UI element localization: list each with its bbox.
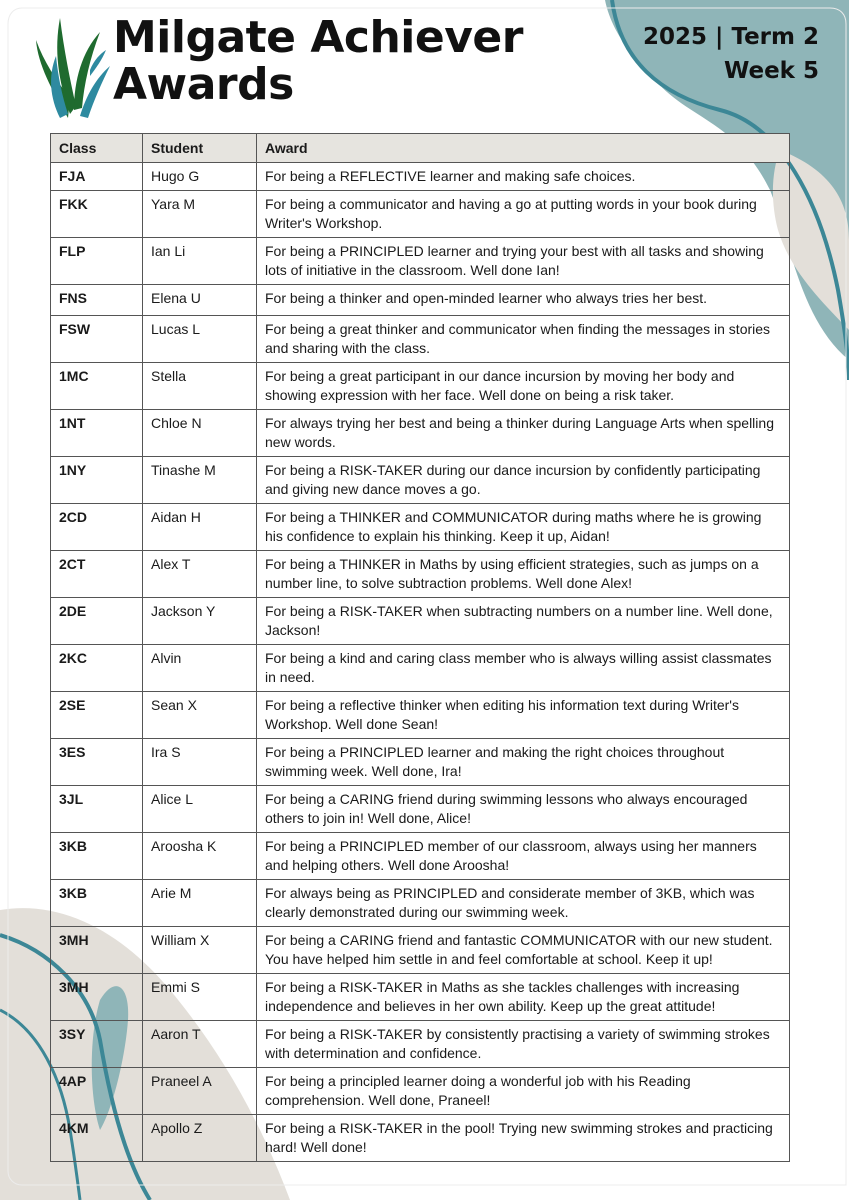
class-cell: 2DE — [51, 598, 143, 645]
award-cell: For being a thinker and open-minded learner who always tries her best. — [257, 285, 790, 316]
student-cell: Elena U — [143, 285, 257, 316]
class-cell: 1NT — [51, 410, 143, 457]
table-row — [51, 551, 790, 598]
table-row — [51, 163, 790, 191]
class-cell: 1MC — [51, 363, 143, 410]
class-cell: 3JL — [51, 786, 143, 833]
term-year: 2025 | Term 2 — [643, 24, 819, 50]
class-cell: FNS — [51, 285, 143, 316]
page-title — [113, 14, 523, 108]
table-row — [51, 1115, 790, 1162]
title-line-2: Awards — [113, 59, 294, 110]
student-cell: Tinashe M — [143, 457, 257, 504]
student-cell: Chloe N — [143, 410, 257, 457]
table-row — [51, 1021, 790, 1068]
table-row — [51, 598, 790, 645]
award-cell: For being a RISK-TAKER in Maths as she tackles challenges with increasing independence and believes in her own ability. Keep up the great attitude! — [257, 974, 790, 1021]
table-row — [51, 927, 790, 974]
award-cell: For being a CARING friend during swimming lessons who always encouraged others to join in! Well done, Alice! — [257, 786, 790, 833]
student-cell: Stella — [143, 363, 257, 410]
award-cell: For being a PRINCIPLED learner and making the right choices throughout swimming week. Well done, Ira! — [257, 739, 790, 786]
table-row — [51, 285, 790, 316]
table-row — [51, 786, 790, 833]
class-cell: 3SY — [51, 1021, 143, 1068]
class-cell: FSW — [51, 316, 143, 363]
table-row — [51, 457, 790, 504]
award-cell: For being a RISK-TAKER in the pool! Trying new swimming strokes and practicing hard! Well done! — [257, 1115, 790, 1162]
class-cell: 2CT — [51, 551, 143, 598]
class-cell: FKK — [51, 191, 143, 238]
award-cell: For being a kind and caring class member who is always willing assist classmates in need. — [257, 645, 790, 692]
student-cell: Yara M — [143, 191, 257, 238]
table-row — [51, 191, 790, 238]
student-cell: Alvin — [143, 645, 257, 692]
student-cell: Aidan H — [143, 504, 257, 551]
table-row — [51, 1068, 790, 1115]
column-header-award: Award — [257, 134, 790, 163]
title-line-1: Milgate Achiever — [113, 12, 523, 63]
class-cell: 2SE — [51, 692, 143, 739]
award-cell: For being a THINKER in Maths by using efficient strategies, such as jumps on a number line, to solve subtraction problems. Well done Alex! — [257, 551, 790, 598]
class-cell: 3MH — [51, 927, 143, 974]
award-cell: For being a PRINCIPLED learner and trying your best with all tasks and showing lots of initiative in the classroom. Well done Ian! — [257, 238, 790, 285]
student-cell: Ian Li — [143, 238, 257, 285]
class-cell: FJA — [51, 163, 143, 191]
award-cell: For being a communicator and having a go at putting words in your book during Writer's Workshop. — [257, 191, 790, 238]
student-cell: Ira S — [143, 739, 257, 786]
class-cell: 4AP — [51, 1068, 143, 1115]
awards-table — [50, 133, 790, 1162]
student-cell: William X — [143, 927, 257, 974]
table-header-row — [51, 134, 790, 163]
class-cell: 4KM — [51, 1115, 143, 1162]
award-cell: For being a reflective thinker when editing his information text during Writer's Workshop. Well done Sean! — [257, 692, 790, 739]
student-cell: Alice L — [143, 786, 257, 833]
award-cell: For being a RISK-TAKER during our dance incursion by confidently participating and giving new dance moves a go. — [257, 457, 790, 504]
student-cell: Emmi S — [143, 974, 257, 1021]
student-cell: Alex T — [143, 551, 257, 598]
table-row — [51, 363, 790, 410]
award-cell: For being a PRINCIPLED member of our classroom, always using her manners and helping others. Well done Aroosha! — [257, 833, 790, 880]
class-cell: FLP — [51, 238, 143, 285]
term-label — [643, 20, 819, 88]
table-row — [51, 645, 790, 692]
award-cell: For being a great thinker and communicator when finding the messages in stories and sharing with the class. — [257, 316, 790, 363]
award-cell: For being a CARING friend and fantastic COMMUNICATOR with our new student. You have helped him settle in and feel comfortable at school. Keep it up! — [257, 927, 790, 974]
class-cell: 2CD — [51, 504, 143, 551]
student-cell: Lucas L — [143, 316, 257, 363]
student-cell: Aaron T — [143, 1021, 257, 1068]
class-cell: 1NY — [51, 457, 143, 504]
award-cell: For being a RISK-TAKER when subtracting numbers on a number line. Well done, Jackson! — [257, 598, 790, 645]
column-header-class: Class — [51, 134, 143, 163]
award-cell: For being a great participant in our dance incursion by moving her body and showing expression with her face. Well done on being a risk taker. — [257, 363, 790, 410]
student-cell: Sean X — [143, 692, 257, 739]
school-crest-icon — [30, 10, 112, 120]
student-cell: Jackson Y — [143, 598, 257, 645]
table-row — [51, 739, 790, 786]
class-cell: 2KC — [51, 645, 143, 692]
table-row — [51, 316, 790, 363]
class-cell: 3KB — [51, 833, 143, 880]
award-cell: For being a RISK-TAKER by consistently practising a variety of swimming strokes with determination and confidence. — [257, 1021, 790, 1068]
column-header-student: Student — [143, 134, 257, 163]
student-cell: Arie M — [143, 880, 257, 927]
class-cell: 3ES — [51, 739, 143, 786]
table-row — [51, 238, 790, 285]
table-row — [51, 974, 790, 1021]
term-week: Week 5 — [723, 58, 819, 84]
table-row — [51, 833, 790, 880]
award-cell: For being a REFLECTIVE learner and making safe choices. — [257, 163, 790, 191]
class-cell: 3KB — [51, 880, 143, 927]
award-cell: For being a principled learner doing a wonderful job with his Reading comprehension. Well done, Praneel! — [257, 1068, 790, 1115]
student-cell: Hugo G — [143, 163, 257, 191]
award-cell: For always being as PRINCIPLED and considerate member of 3KB, which was clearly demonstrated during our swimming week. — [257, 880, 790, 927]
student-cell: Aroosha K — [143, 833, 257, 880]
student-cell: Praneel A — [143, 1068, 257, 1115]
table-row — [51, 410, 790, 457]
student-cell: Apollo Z — [143, 1115, 257, 1162]
award-cell: For being a THINKER and COMMUNICATOR during maths where he is growing his confidence to explain his thinking. Keep it up, Aidan! — [257, 504, 790, 551]
class-cell: 3MH — [51, 974, 143, 1021]
award-cell: For always trying her best and being a thinker during Language Arts when spelling new words. — [257, 410, 790, 457]
table-row — [51, 504, 790, 551]
table-row — [51, 692, 790, 739]
table-row — [51, 880, 790, 927]
